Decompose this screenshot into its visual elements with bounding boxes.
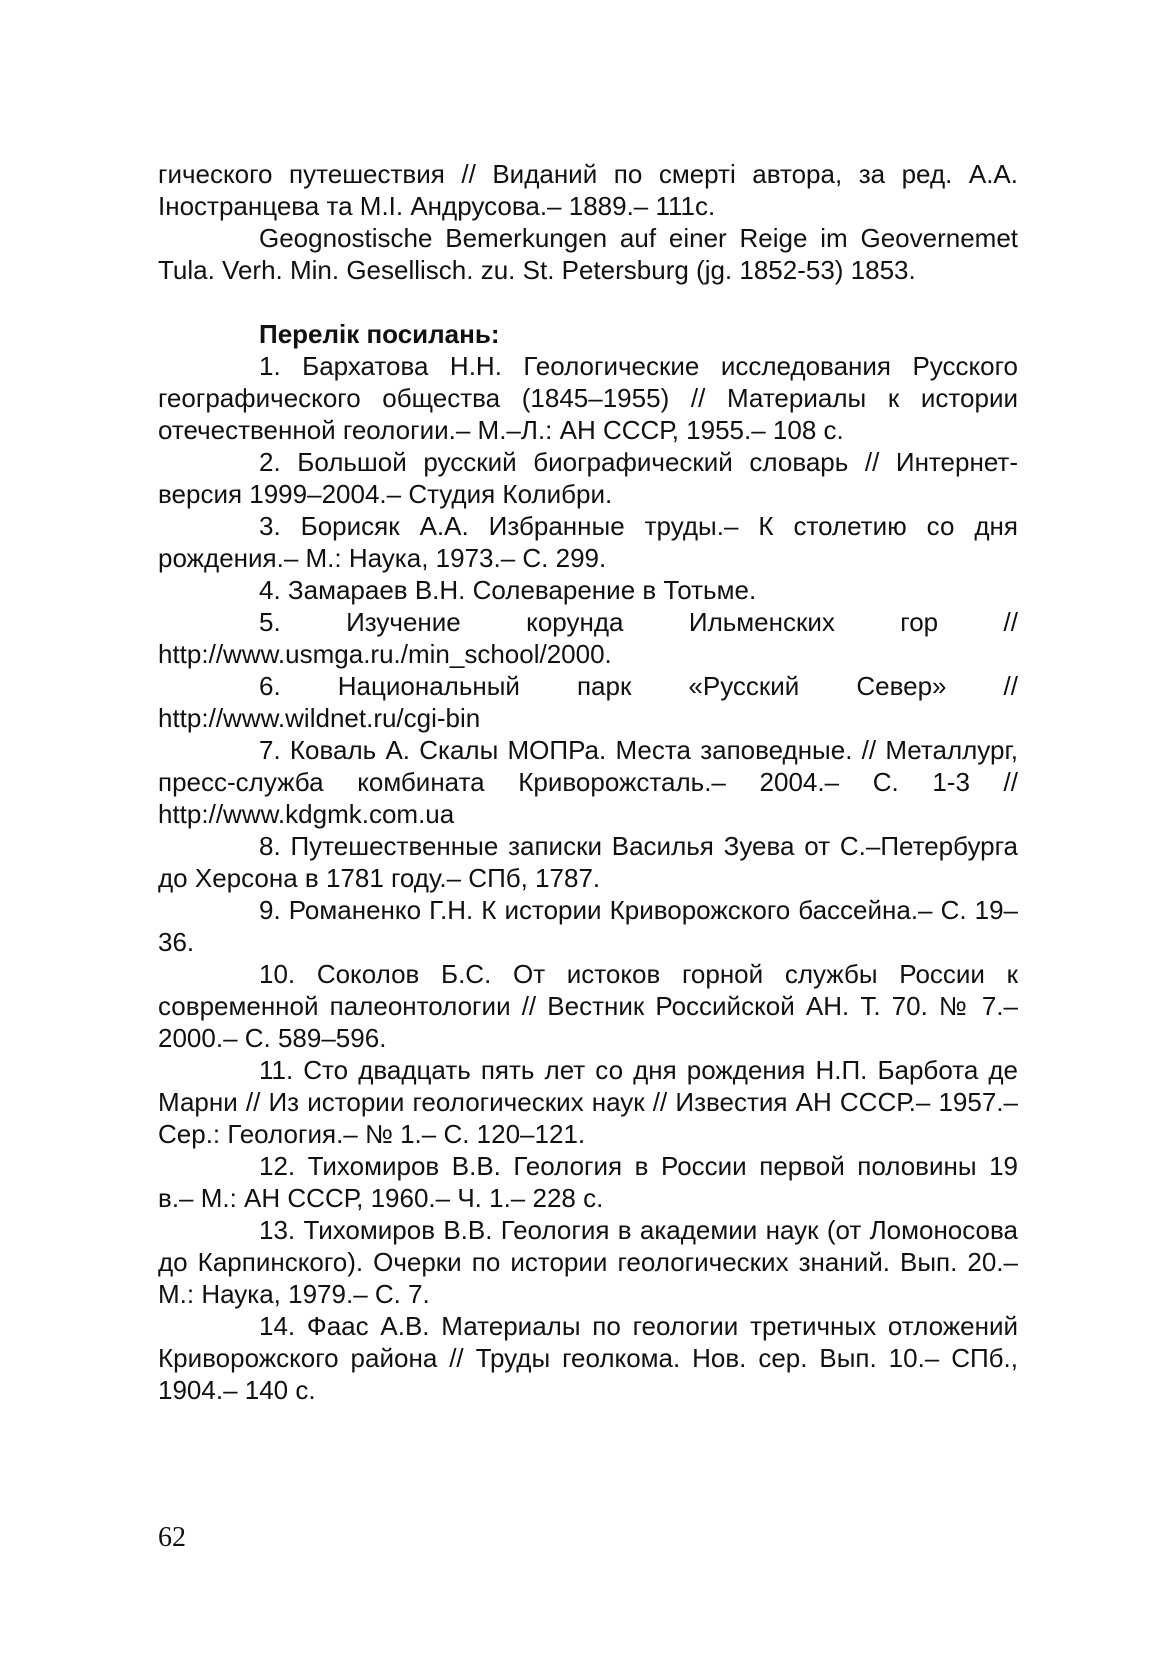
reference-item: 13. Тихомиров В.В. Геология в академии наук (от Ломоносова до Карпинского). Очерки по истории геологических знаний. Вып. 20.– М.: Наука, 1979.– С. 7. (158, 1215, 1018, 1309)
reference-item: 2. Большой русский биографический словарь // Интернет-версия 1999–2004.– Студия Колибри. (158, 447, 1018, 509)
reference-item: 7. Коваль А. Скалы МОПРа. Места заповедные. // Металлург, пресс-служба комбината Криворожсталь.– 2004.– С. 1-3 // http://www.kdgmk.com.ua (158, 735, 1018, 829)
page-number: 62 (158, 1522, 186, 1553)
intro-paragraph-german-reference: Geognostische Bemerkungen auf einer Reige im Geovernemet Tula. Verh. Min. Gesellisch. zu. St. Petersburg (jg. 1852-53) 1853. (158, 223, 1018, 285)
reference-item: 8. Путешественные записки Василья Зуева от С.–Петербурга до Херсона в 1781 году.– СПб, 1787. (158, 831, 1018, 893)
reference-item: 11. Сто двадцать пять лет со дня рождения Н.П. Барбота де Марни // Из истории геологических наук // Известия АН СССР.– 1957.– Сер.: Геология.– № 1.– С. 120–121. (158, 1055, 1018, 1149)
reference-item: 9. Романенко Г.Н. К истории Криворожского бассейна.– С. 19–36. (158, 895, 1018, 957)
reference-item: 6. Национальный парк «Русский Север» // http://www.wildnet.ru/cgi-bin (158, 671, 1018, 733)
reference-item: 10. Соколов Б.С. От истоков горной службы России к современной палеонтологии // Вестник Российской АН. Т. 70. № 7.– 2000.– С. 589–596. (158, 959, 1018, 1053)
reference-item: 14. Фаас А.В. Материалы по геологии третичных отложений Криворожского района // Труды геолкома. Нов. сер. Вып. 10.– СПб., 1904.– 140 с. (158, 1311, 1018, 1405)
page-body (158, 158, 1018, 1406)
references-heading: Перелік посилань: (259, 319, 500, 349)
reference-item: 3. Борисяк А.А. Избранные труды.– К столетию со дня рождения.– М.: Наука, 1973.– С. 299. (158, 511, 1018, 573)
reference-item: 12. Тихомиров В.В. Геология в России первой половины 19 в.– М.: АН СССР, 1960.– Ч. 1.– 228 с. (158, 1151, 1018, 1213)
reference-item: 5. Изучение корунда Ильменских гор // http://www.usmga.ru./min_school/2000. (158, 607, 1018, 669)
reference-item: 1. Бархатова Н.Н. Геологические исследования Русского географического общества (1845–1955) // Материалы к истории отечественной геологии.– М.–Л.: АН СССР, 1955.– 108 с. (158, 351, 1018, 445)
intro-paragraph-continuation: гического путешествия // Виданий по смерті автора, за ред. А.А. Іностранцева та М.І. Андрусова.– 1889.– 111с. (158, 159, 1018, 221)
reference-item: 4. Замараев В.Н. Солеварение в Тотьме. (259, 575, 757, 605)
